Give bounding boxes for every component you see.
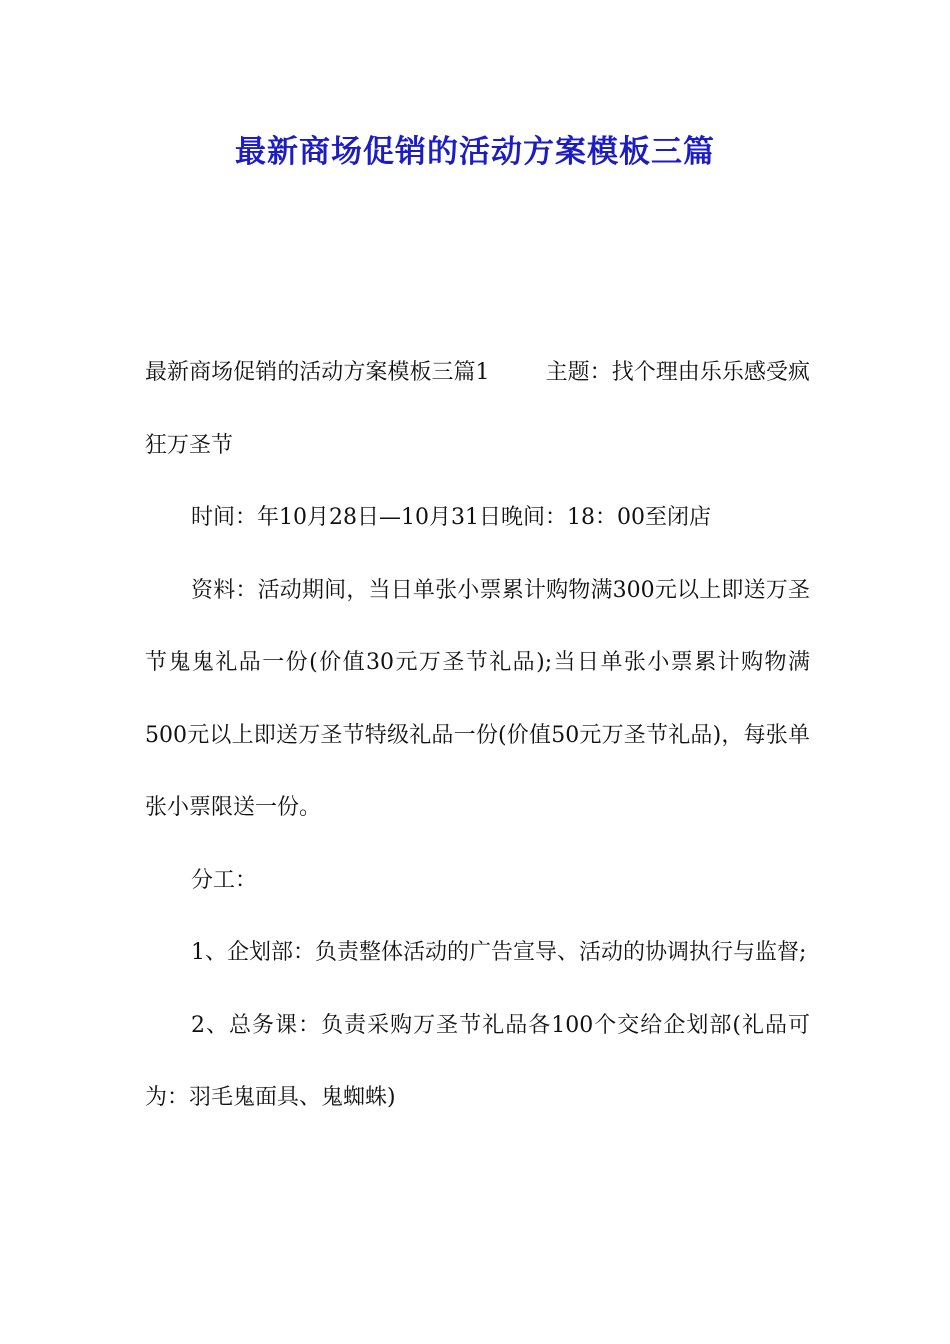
theme-text: 主题：找个理由乐乐感受疯狂万圣节 <box>145 360 810 458</box>
paragraph-time: 时间：年10月28日—10月31日晚间：18：00至闭店 <box>191 505 711 530</box>
paragraph-content: 资料：活动期间，当日单张小票累计购物满300元以上即送万圣节鬼鬼礼品一份(价值30元万圣节礼品);当日单张小票累计购物满500元以上即送万圣节特级礼品一份(价值50元万圣节礼品)，每张单张小票限送一份。 <box>145 577 810 820</box>
paragraph-planning-dept: 1、企划部：负责整体活动的广告宣导、活动的协调执行与监督; <box>191 940 807 965</box>
document-title: 最新商场促销的活动方案模板三篇 <box>235 134 715 170</box>
document-body <box>145 337 810 1135</box>
paragraph-heading-theme <box>145 337 810 482</box>
paragraph-general-affairs: 2、总务课：负责采购万圣节礼品各100个交给企划部(礼品可为：羽毛鬼面具、鬼蜘蛛) <box>145 1012 810 1110</box>
section-heading: 最新商场促销的活动方案模板三篇1 <box>145 360 490 385</box>
paragraph-division: 分工： <box>191 867 258 893</box>
